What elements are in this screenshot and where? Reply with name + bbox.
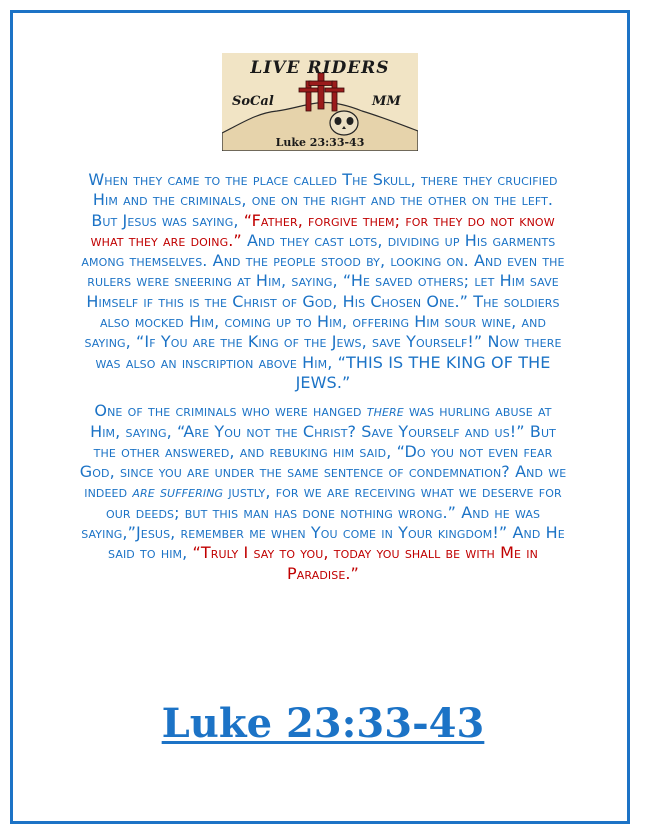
p1-intro: When they came to the place called The Skull, there they crucified Him and the criminals, one on the right and the other on the left. But Jesus was saying,: [88, 170, 558, 230]
skull-icon: [330, 111, 358, 135]
p1-rest: And they cast lots, dividing up His garments among themselves. And the people stood by, looking on. And even the rulers were sneering at Him, saying, “He saved others; let Him save Himself if this is the Christ of God, His Chosen One.” The soldiers also mocked Him, coming up to Him, offering Him sour wine, and saying, “If You are the King of the Jews, save Yourself!” Now there was also an inscription above Him, “THIS IS THE KING OF THE JEWS.”: [81, 230, 565, 392]
p2-italic-there: there: [366, 401, 404, 421]
p2-jesus-quote: “Truly I say to you, today you shall be with Me in Paradise.”: [192, 543, 538, 583]
logo-verse: Luke 23:33-43: [275, 136, 365, 149]
logo-right-text: MM: [372, 94, 401, 109]
paragraph-2: [78, 401, 568, 584]
p1-jesus-quote: “Father, forgive them; for they do not know what they are doing.”: [90, 210, 555, 250]
p2-italic-suffering: are suffering: [132, 482, 224, 502]
scripture-passage: [78, 170, 568, 584]
live-riders-logo: [222, 53, 418, 151]
logo-title: LIVE RIDERS: [250, 58, 390, 78]
p2-part-b: was hurling abuse at Him, saying, “Are You not the Christ? Save Yourself and us!” But the other answered, and rebuking him said, “Do you not even fear God, since you are under the same sentence of condemnation? And we indeed: [79, 401, 567, 502]
reference-title: Luke 23:33-43: [161, 700, 485, 747]
p2-part-a: One of the criminals who were hanged: [94, 401, 367, 421]
logo-left-text: SoCal: [232, 94, 274, 109]
paragraph-1: [78, 170, 568, 393]
p2-part-c: justly, for we are receiving what we deserve for our deeds; but this man has done nothing wrong.” And he was saying,”Jesus, remember me when You come in Your kingdom!” And He said to him,: [81, 482, 565, 563]
